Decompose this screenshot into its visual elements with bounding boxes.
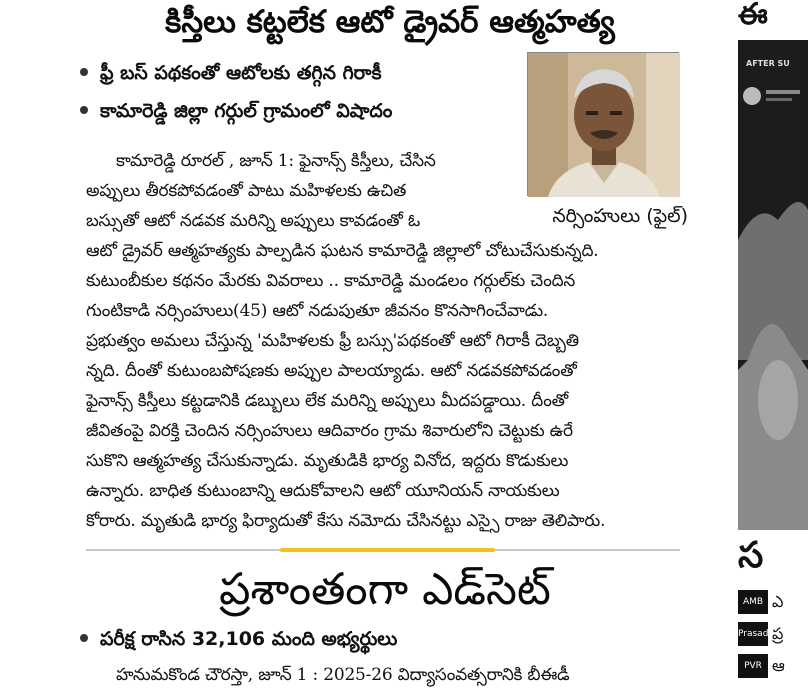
poster-text: AFTER SU xyxy=(746,59,790,68)
body-text-line: ఉన్నారు. బాధిత కుటుంబాన్ని ఆదుకోవాలని ఆటో యూనియన్ నాయకులు xyxy=(86,481,560,501)
theatre-logo: PVR xyxy=(738,654,768,678)
body-text-line: ప్రభుత్వం అమలు చేస్తున్న 'మహిళలకు ఫ్రీ బస్సు'పథకంతో ఆటో గిరాకీ దెబ్బతి xyxy=(86,331,579,351)
body-text-line: సుకొని ఆత్మహత్య చేసుకున్నాడు. మృతుడికి భార్య వినోద, ఇద్దరు కొడుకులు xyxy=(86,451,569,471)
photo-caption: నర్సింహులు (ఫైల్) xyxy=(552,205,688,227)
body-text-line: న్నది. దీంతో కుటుంబపోషణకు అప్పుల పాలయ్యాడు. ఆటో నడవకపోవడంతో xyxy=(86,361,577,381)
theatre-logo: AMB xyxy=(738,590,768,614)
body-text-line: గుంటికాడి నర్సింహులు(45) ఆటో నడుపుతూ జీవనం కొనసాగించేవాడు. xyxy=(86,301,549,321)
theatre-listing-row xyxy=(738,622,808,648)
bullet-dot-icon xyxy=(80,634,88,642)
adjacent-section-header: స xyxy=(738,535,764,576)
body-text-line: కామారెడ్డి రూరల్ , జూన్ 1: ఫైనాన్స్ కిస్తీలు, చేసిన xyxy=(116,151,436,171)
subheadline-bullet xyxy=(80,58,382,88)
adjacent-column-header: ఈ xyxy=(738,0,768,32)
body-text-line: ఫైనాన్స్ కిస్తీలు కట్టడానికి డబ్బులు లేక మరిన్ని అప్పులు మీదపడ్డాయి. దీంతో xyxy=(86,391,569,411)
subheadline-text: కామారెడ్డి జిల్లా గర్గుల్ గ్రామంలో విషాదం xyxy=(100,100,393,122)
subheadline-text: ఫ్రీ బస్ పథకంతో ఆటోలకు తగ్గిన గిరాకీ xyxy=(100,62,382,84)
body-text-line: హనుమకొండ చౌరస్తా, జూన్ 1 : 2025-26 విద్యాసంవత్సరానికి బీఈడీ xyxy=(116,665,570,685)
second-article-headline: ప్రశాంతంగా ఎడ్‌సెట్ xyxy=(219,564,551,615)
adjacent-column xyxy=(724,0,800,692)
theatre-logo: Prasads xyxy=(738,622,768,646)
theatre-listing-text: ఎ xyxy=(772,592,784,611)
body-text-line: ఆటో డ్రైవర్ ఆత్మహత్యకు పాల్పడిన ఘటన కామారెడ్డి జిల్లాలో చోటుచేసుకున్నది. xyxy=(86,241,599,261)
theatre-listing-text: ఆ xyxy=(772,656,785,675)
subheadline-bullet xyxy=(80,96,392,126)
poster-artwork-icon xyxy=(738,40,808,530)
theatre-listing-row xyxy=(738,654,808,680)
article-headline: కిస్తీలు కట్టలేక ఆటో డ్రైవర్ ఆత్మహత్య xyxy=(165,4,615,40)
movie-poster-image xyxy=(738,40,808,530)
body-text-line: జీవితంపై విరక్తి చెందిన నర్సింహులు ఆదివారం గ్రామ శివారులోని చెట్టుకు ఉరే xyxy=(86,421,573,441)
bullet-dot-icon xyxy=(80,106,88,114)
person-portrait-icon xyxy=(528,53,680,197)
body-text-line: బస్సుతో ఆటో నడవక మరిన్ని అప్పులు కావడంతో ఓ xyxy=(86,211,421,231)
theatre-listing-text: ప్ర xyxy=(772,624,784,643)
theatre-listing-row xyxy=(738,590,808,616)
body-text-line: కుటుంబీకుల కథనం మేరకు వివరాలు .. కామారెడ్డి మండలం గర్గుల్‌కు చెందిన xyxy=(86,271,576,291)
bullet-dot-icon xyxy=(80,68,88,76)
subheadline-bullet xyxy=(80,624,397,654)
subheadline-text: పరీక్ష రాసిన 32,106 మంది అభ్యర్థులు xyxy=(100,628,398,650)
body-text-line: అప్పులు తీరకపోవడంతో పాటు మహిళలకు ఉచిత xyxy=(86,181,407,201)
section-divider-accent xyxy=(280,548,495,552)
person-photo xyxy=(527,52,679,196)
body-text-line: కోరారు. మృతుడి భార్య ఫిర్యాదుతో కేసు నమోదు చేసినట్టు ఎస్సై రాజు తెలిపారు. xyxy=(86,511,606,531)
